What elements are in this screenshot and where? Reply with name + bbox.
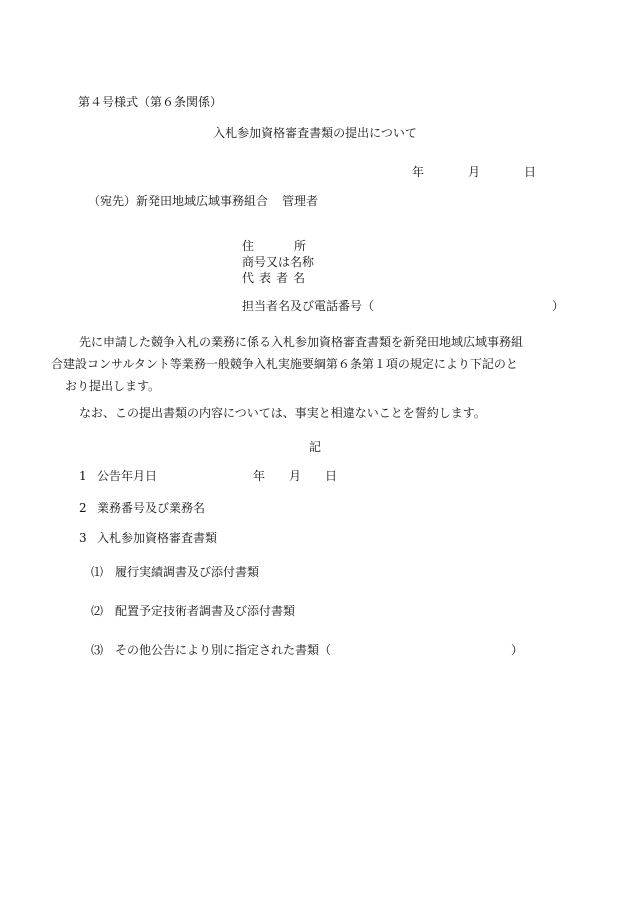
sub-item-label: 配置予定技術者調書及び添付書類: [115, 604, 296, 618]
body-line: おり提出します。: [65, 379, 161, 393]
body-paragraph: [51, 331, 560, 397]
body-line: 先に申請した競争入札の業務に係る入札参加資格審査書類を新発田地域広域事務組: [79, 335, 524, 349]
document-title: 入札参加資格審査書類の提出について: [213, 126, 417, 140]
submission-date-line: [390, 164, 536, 180]
representative-label: 代表者名: [242, 271, 311, 285]
ki-heading: 記: [308, 440, 321, 454]
sub-item-label: その他公告により別に指定された書類: [115, 643, 320, 657]
addressee-role: 管理者: [282, 194, 319, 208]
announcement-year-label: 年: [253, 469, 266, 483]
company-name-label: 商号又は名称: [242, 255, 315, 269]
addressee-line: [88, 193, 318, 209]
date-month-label: 月: [467, 165, 480, 179]
oath-statement: なお、この提出書類の内容については、事実と相違ないことを誓約します。: [79, 406, 486, 420]
applicant-fields: [242, 238, 347, 286]
sub-item-other-documents: [91, 642, 523, 658]
sub-item-number: ⑵: [91, 604, 104, 618]
item-number: 2: [79, 501, 87, 515]
date-year-label: 年: [411, 165, 424, 179]
sub-item-performance-record: [91, 564, 259, 580]
date-day-label: 日: [523, 165, 536, 179]
other-close-paren: ）: [511, 643, 524, 657]
contact-label: 担当者名及び電話番号: [242, 299, 363, 313]
announcement-month-label: 月: [289, 469, 302, 483]
item-announcement-date: [79, 468, 337, 484]
addressee-organization: （宛先）新発田地域広域事務組合: [88, 194, 269, 208]
item-label: 業務番号及び業務名: [97, 501, 206, 515]
announcement-day-label: 日: [325, 469, 338, 483]
sub-item-number: ⑴: [91, 565, 104, 579]
sub-item-label: 履行実績調書及び添付書類: [115, 565, 260, 579]
item-number: 1: [79, 469, 87, 483]
sub-item-number: ⑶: [91, 643, 104, 657]
form-number: 第４号様式（第６条関係）: [78, 95, 223, 109]
representative-row: [242, 270, 326, 286]
address-row: [242, 238, 347, 254]
sub-item-engineer-record: [91, 603, 295, 619]
item-number: 3: [79, 531, 87, 545]
body-line: 合建設コンサルタント等業務一般競争入札実施要綱第６条第１項の規定により下記のと: [51, 357, 518, 371]
item-qualification-documents: [79, 530, 217, 546]
address-label: 住所: [242, 239, 347, 253]
item-label: 入札参加資格審査書類: [97, 531, 218, 545]
contact-open-paren: （: [362, 299, 375, 313]
company-row: [242, 254, 326, 270]
other-open-paren: （: [319, 643, 332, 657]
item-label: 公告年月日: [97, 469, 158, 483]
item-work-number: [79, 500, 205, 516]
announcement-date: [205, 468, 337, 484]
contact-line: [242, 298, 564, 314]
contact-close-paren: ）: [552, 299, 565, 313]
